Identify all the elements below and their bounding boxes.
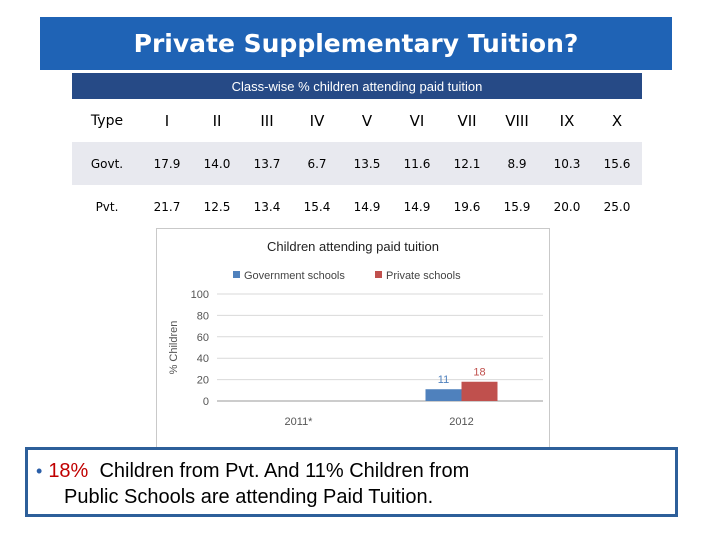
table-cell: 19.6	[442, 185, 492, 228]
y-axis-label: % Children	[168, 320, 180, 375]
chart-title: Children attending paid tuition	[266, 239, 440, 254]
table-cell: 21.7	[142, 185, 192, 228]
y-tick-label: 80	[196, 310, 209, 323]
chart-panel	[156, 228, 550, 448]
bullet-dot-icon: •	[36, 461, 43, 481]
y-tick-label: 100	[190, 289, 209, 301]
page-title: Private Supplementary Tuition?	[133, 29, 579, 58]
legend-label: Government schools	[244, 270, 345, 282]
table-cell-type: Govt.	[72, 142, 142, 185]
header-cell-class: I	[142, 99, 192, 142]
legend-label: Private schools	[386, 270, 461, 282]
table-cell: 13.4	[242, 185, 292, 228]
data-label: 18	[473, 366, 486, 379]
header-cell-class: III	[242, 99, 292, 142]
table-cell: 8.9	[492, 142, 542, 185]
header-cell-class: II	[192, 99, 242, 142]
bullet-highlight: 18%	[48, 460, 89, 482]
table-caption-row	[72, 73, 642, 99]
y-tick-label: 60	[196, 331, 209, 344]
bullet-callout	[25, 447, 678, 517]
title-bar	[40, 17, 672, 70]
bullet-line1: Children from Pvt. And 11% Children from	[99, 460, 470, 482]
bar	[426, 389, 462, 401]
table-cell: 13.7	[242, 142, 292, 185]
legend-swatch	[233, 271, 240, 278]
table-cell: 15.4	[292, 185, 342, 228]
header-cell-class: IV	[292, 99, 342, 142]
x-tick-label: 2011*	[284, 416, 313, 428]
data-label: 11	[437, 374, 450, 387]
table-row-govt	[72, 142, 642, 185]
header-cell-class: V	[342, 99, 392, 142]
header-cell-class: IX	[542, 99, 592, 142]
table-cell: 6.7	[292, 142, 342, 185]
table-caption: Class-wise % children attending paid tuition	[72, 73, 642, 99]
table-header-row	[72, 99, 642, 142]
legend-swatch	[375, 271, 382, 278]
table-cell: 13.5	[342, 142, 392, 185]
bullet-line2: Public Schools are attending Paid Tuition.	[64, 486, 434, 508]
y-tick-label: 40	[196, 353, 209, 366]
header-cell-class: VIII	[492, 99, 542, 142]
bar-chart	[157, 229, 549, 447]
header-cell-class: VI	[392, 99, 442, 142]
table-cell: 20.0	[542, 185, 592, 228]
table-cell: 12.5	[192, 185, 242, 228]
table-cell: 11.6	[392, 142, 442, 185]
table-cell: 10.3	[542, 142, 592, 185]
table-cell: 14.0	[192, 142, 242, 185]
table-cell: 15.9	[492, 185, 542, 228]
y-tick-label: 0	[202, 396, 209, 408]
table-cell: 15.6	[592, 142, 642, 185]
y-tick-label: 20	[196, 374, 209, 387]
table-cell: 14.9	[392, 185, 442, 228]
header-cell-type: Type	[72, 99, 142, 142]
header-cell-class: X	[592, 99, 642, 142]
bullet-text	[36, 458, 666, 510]
header-cell-class: VII	[442, 99, 492, 142]
table-cell-type: Pvt.	[72, 185, 142, 228]
table-cell: 17.9	[142, 142, 192, 185]
bar	[462, 382, 498, 401]
table-cell: 12.1	[442, 142, 492, 185]
table-cell: 25.0	[592, 185, 642, 228]
table-cell: 14.9	[342, 185, 392, 228]
x-tick-label: 2012	[449, 416, 474, 428]
tuition-table	[72, 73, 642, 228]
table-row-pvt	[72, 185, 642, 228]
